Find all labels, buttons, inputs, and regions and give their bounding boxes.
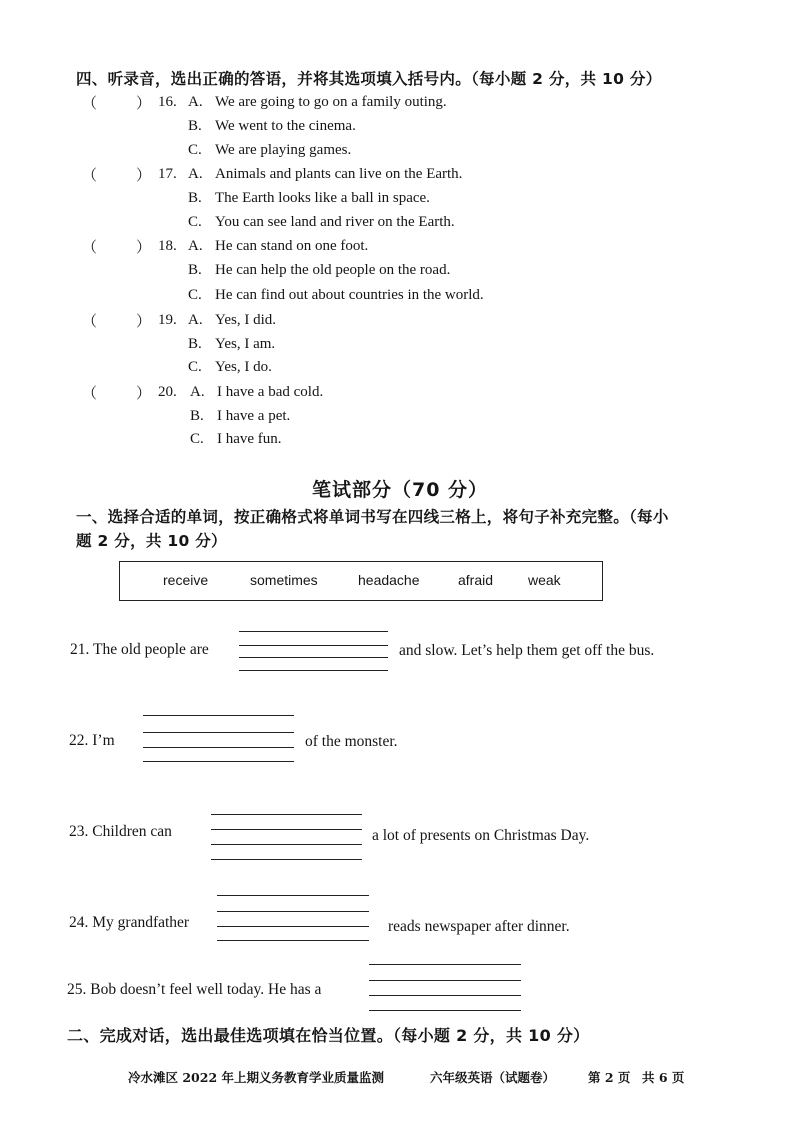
answer-bracket-close: ） <box>136 96 152 112</box>
writing-line <box>217 895 369 896</box>
option-letter: A. <box>190 384 205 400</box>
option-text: Yes, I am. <box>215 336 276 352</box>
sentence-text-before: 24. My grandfather <box>69 914 190 931</box>
option-text: We went to the cinema. <box>215 118 356 134</box>
sentence-text-before: 23. Children can <box>69 823 172 840</box>
section2-heading: 二、完成对话，选出最佳选项填在恰当位置。（每小题 2 分，共 10 分） <box>67 1026 590 1045</box>
answer-bracket-open: （ <box>82 96 98 112</box>
option-letter: B. <box>188 262 202 278</box>
option-letter: C. <box>190 431 204 447</box>
option-text: He can find out about countries in the world. <box>215 287 484 303</box>
answer-bracket-open: （ <box>82 240 98 256</box>
question-number: 18. <box>158 238 177 254</box>
option-text: Animals and plants can live on the Earth. <box>215 166 463 182</box>
writing-line <box>211 814 362 815</box>
question-number: 16. <box>158 94 177 110</box>
writing-line <box>217 926 369 927</box>
word-bank-item: afraid <box>458 572 494 588</box>
answer-bracket-open: （ <box>82 314 98 330</box>
listening-heading: 四、听录音，选出正确的答语，并将其选项填入括号内。（每小题 2 分，共 10 分） <box>76 70 662 88</box>
option-letter: A. <box>188 238 203 254</box>
option-text: I have a pet. <box>217 408 291 424</box>
option-letter: B. <box>190 408 204 424</box>
word-bank-item: receive <box>163 572 209 588</box>
writing-line <box>211 844 362 845</box>
sentence-text-after: a lot of presents on Christmas Day. <box>372 827 590 844</box>
writing-line <box>369 964 521 965</box>
question-number: 20. <box>158 384 177 400</box>
sentence-text-after: reads newspaper after dinner. <box>388 918 570 935</box>
word-bank-item: weak <box>528 572 561 588</box>
answer-bracket-open: （ <box>82 168 98 184</box>
sentence-text-before: 25. Bob doesn’t feel well today. He has a <box>67 981 322 998</box>
option-text: You can see land and river on the Earth. <box>215 214 455 230</box>
question-number: 19. <box>158 312 177 328</box>
writing-line <box>143 732 294 733</box>
writing-line <box>143 747 294 748</box>
written-part-title: 笔试部分（70 分） <box>312 479 489 501</box>
writing-line <box>369 1010 521 1011</box>
sentence-text-after: of the monster. <box>305 733 398 750</box>
writing-line <box>143 761 294 762</box>
answer-bracket-close: ） <box>136 386 152 402</box>
option-letter: B. <box>188 190 202 206</box>
answer-bracket-open: （ <box>82 386 98 402</box>
answer-bracket-close: ） <box>136 240 152 256</box>
answer-bracket-close: ） <box>136 314 152 330</box>
writing-line <box>239 645 388 646</box>
sentence-text-before: 21. The old people are <box>70 641 209 658</box>
option-text: Yes, I did. <box>215 312 276 328</box>
option-letter: C. <box>188 142 202 158</box>
writing-line <box>217 940 369 941</box>
option-text: We are going to go on a family outing. <box>215 94 447 110</box>
option-text: Yes, I do. <box>215 359 272 375</box>
option-letter: C. <box>188 287 202 303</box>
section1-heading-line2: 题 2 分，共 10 分） <box>76 532 227 550</box>
option-letter: B. <box>188 336 202 352</box>
option-text: He can stand on one foot. <box>215 238 369 254</box>
word-bank-item: headache <box>358 572 420 588</box>
writing-line <box>211 859 362 860</box>
writing-line <box>143 715 294 716</box>
option-text: We are playing games. <box>215 142 352 158</box>
footer-page-number: 第 2 页 <box>588 1070 631 1085</box>
writing-line <box>239 657 388 658</box>
option-text: I have a bad cold. <box>217 384 324 400</box>
footer-total-pages: 共 6 页 <box>642 1070 685 1085</box>
writing-line <box>369 995 521 996</box>
option-letter: A. <box>188 312 203 328</box>
writing-line <box>369 980 521 981</box>
option-letter: C. <box>188 214 202 230</box>
footer-exam-name: 冷水滩区 2022 年上期义务教育学业质量监测 <box>128 1070 384 1085</box>
option-letter: B. <box>188 118 202 134</box>
option-text: The Earth looks like a ball in space. <box>215 190 430 206</box>
writing-line <box>239 670 388 671</box>
option-letter: A. <box>188 94 203 110</box>
answer-bracket-close: ） <box>136 168 152 184</box>
option-text: I have fun. <box>217 431 282 447</box>
sentence-text-before: 22. I’m <box>69 732 115 749</box>
sentence-text-after: and slow. Let’s help them get off the bus. <box>399 642 655 659</box>
writing-line <box>217 911 369 912</box>
footer-subject: 六年级英语（试题卷） <box>430 1070 556 1085</box>
option-text: He can help the old people on the road. <box>215 262 451 278</box>
writing-line <box>211 829 362 830</box>
writing-line <box>239 631 388 632</box>
option-letter: A. <box>188 166 203 182</box>
word-bank-box <box>119 561 603 601</box>
word-bank-item: sometimes <box>250 572 318 588</box>
section1-heading-line1: 一、选择合适的单词，按正确格式将单词书写在四线三格上，将句子补充完整。（每小 <box>76 508 669 526</box>
option-letter: C. <box>188 359 202 375</box>
question-number: 17. <box>158 166 177 182</box>
